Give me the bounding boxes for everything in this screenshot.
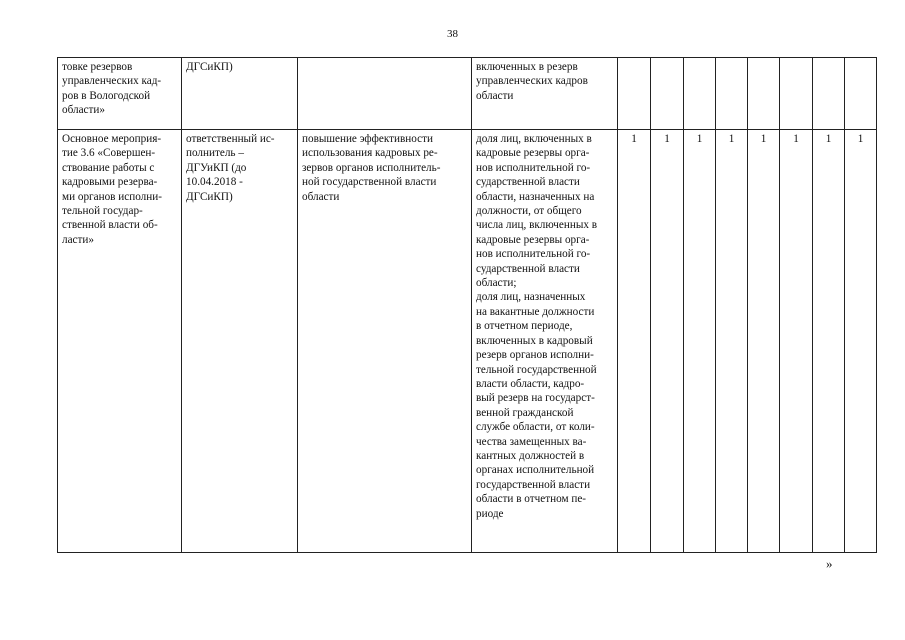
value-cell: 1 <box>684 130 716 553</box>
executor-cell: ДГСиКП) <box>182 58 298 130</box>
value-cell <box>813 58 845 130</box>
value-cell: 1 <box>845 130 877 553</box>
value-cell: 1 <box>813 130 845 553</box>
event-name-cell: Основное мероприя- тие 3.6 «Совершен- ствование работы с кадровыми резерва- ми органов исполни- тельной государ- ственной власти об- ласти» <box>58 130 182 553</box>
value-cell: 1 <box>780 130 813 553</box>
value-cell <box>684 58 716 130</box>
indicator-cell: доля лиц, включенных в кадровые резервы орга- нов исполнительной го- сударственной власти области, назначенных на должности, от общего числа лиц, включенных в кадровые резервы орга- нов исполнительной го- сударственной власти области; доля лиц, назначенных на вакантные должности в отчетном периоде, включенных в кадровый резерв органов исполни- тельной государственной власти области, кадро- вый резерв на государст- венной гражданской службе области, от коли- чества замещенных ва- кантных должностей в органах исполнительной государственной власти области в отчетном пе- риоде <box>472 130 618 553</box>
value-cell: 1 <box>651 130 684 553</box>
event-name-cell: товке резервов управленческих кад- ров в Вологодской области» <box>58 58 182 130</box>
value-cell <box>651 58 684 130</box>
value-cell <box>780 58 813 130</box>
table-row <box>58 58 877 130</box>
indicator-cell: включенных в резерв управленческих кадров области <box>472 58 618 130</box>
expected-result-cell: повышение эффективности использования кадровых ре- зервов органов исполнитель- ной государственной власти области <box>298 130 472 553</box>
table-row <box>58 130 877 553</box>
value-cell <box>618 58 651 130</box>
value-cell <box>845 58 877 130</box>
value-cell <box>748 58 780 130</box>
closing-quote: » <box>826 556 833 571</box>
program-table <box>57 57 877 553</box>
value-cell: 1 <box>716 130 748 553</box>
value-cell: 1 <box>618 130 651 553</box>
executor-cell: ответственный ис- полнитель – ДГУиКП (до 10.04.2018 - ДГСиКП) <box>182 130 298 553</box>
expected-result-cell <box>298 58 472 130</box>
value-cell: 1 <box>748 130 780 553</box>
page-number: 38 <box>447 28 458 40</box>
value-cell <box>716 58 748 130</box>
